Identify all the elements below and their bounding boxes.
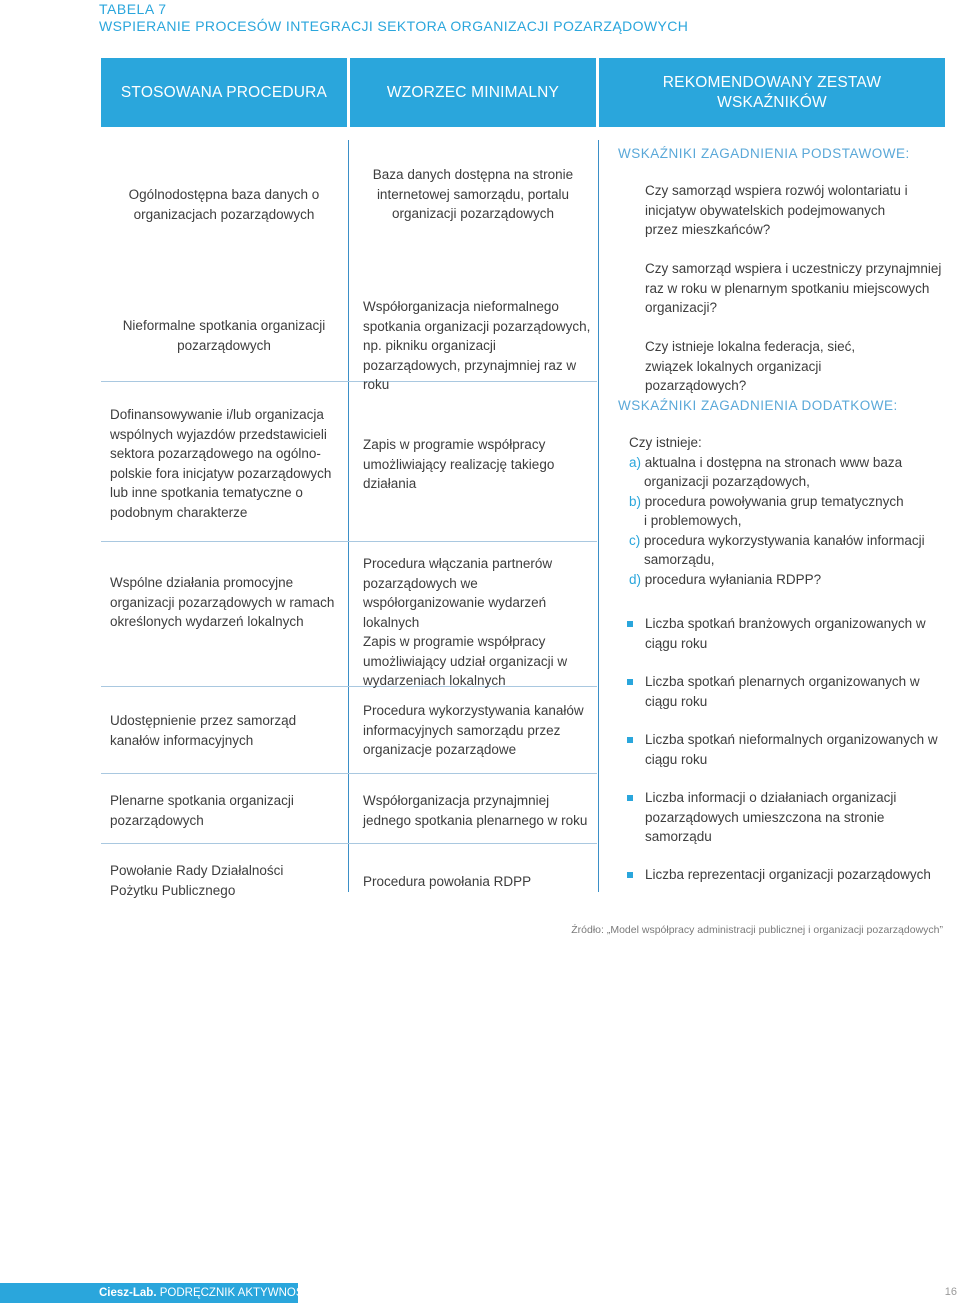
bullet-icon bbox=[627, 872, 633, 878]
procedure-cell: Powołanie Rady Działalności Pożytku Publicznego bbox=[110, 863, 284, 898]
standard-line: Zapis w programie współpracy umożliwiający udział organizacji w wydarzeniach lokalnych bbox=[363, 634, 568, 688]
header-indicators: REKOMENDOWANY ZESTAW WSKAŹNIKÓW bbox=[599, 58, 945, 127]
standard-cell: Procedura wykorzystywania kanałów informacyjnych samorządu przez organizacje pozarządowe bbox=[363, 703, 584, 757]
exists-item-cont: organizacji pozarządowych, bbox=[644, 474, 810, 489]
procedure-cell: Plenarne spotkania organizacji pozarządowych bbox=[110, 793, 294, 828]
indicator-bullet: Liczba spotkań branżowych organizowanych w ciągu roku bbox=[627, 614, 952, 653]
column-divider bbox=[348, 140, 349, 892]
bullet-icon bbox=[627, 621, 633, 627]
exists-item: a) aktualna i dostępna na stronach www baza bbox=[629, 454, 903, 470]
procedure-cell: Wspólne działania promocyjne organizacji pozarządowych w ramach określonych wydarzeń lokalnych bbox=[110, 575, 335, 629]
standard-cell: Baza danych dostępna na stronie internetowej samorządu, portalu organizacji pozarządowych bbox=[372, 167, 574, 221]
procedure-cell: Ogólnodostępna baza danych o organizacjach pozarządowych bbox=[128, 187, 320, 222]
page-number: 16 bbox=[944, 1286, 957, 1298]
exists-item: c) procedura wykorzystywania kanałów informacji bbox=[629, 532, 925, 548]
standard-line: Procedura włączania partnerów pozarządowych we współorganizowanie wydarzeń lokalnych bbox=[363, 556, 553, 630]
standard-cell: Procedura powołania RDPP bbox=[363, 874, 532, 889]
exists-list bbox=[629, 433, 949, 589]
bullet-icon bbox=[627, 795, 633, 801]
table-title: WSPIERANIE PROCESÓW INTEGRACJI SEKTORA ORGANIZACJI POZARZĄDOWYCH bbox=[99, 18, 689, 34]
table-label: TABELA 7 bbox=[99, 1, 167, 17]
standard-cell: Współorganizacja przynajmniej jednego spotkania plenarnego w roku bbox=[363, 793, 588, 828]
bullet-icon bbox=[627, 737, 633, 743]
procedure-cell: Nieformalne spotkania organizacji pozarządowych bbox=[122, 318, 326, 353]
row-divider bbox=[101, 541, 597, 542]
indicator-question: Czy istnieje lokalna federacja, sieć, związek lokalnych organizacji pozarządowych? bbox=[645, 339, 856, 393]
procedure-cell: Dofinansowywanie i/lub organizacja wspólnych wyjazdów przedstawicieli sektora pozarządowego na ogólno-polskie fora inicjatyw pozarządowych lub inne spotkania tematyczne o podobnym charakterze bbox=[110, 407, 332, 520]
standard-cell bbox=[363, 554, 597, 691]
basic-indicators-heading: WSKAŹNIKI ZAGADNIENIA PODSTAWOWE: bbox=[618, 146, 910, 161]
row-divider bbox=[101, 843, 597, 844]
source-note: Źródło: „Model współpracy administracji publicznej i organizacji pozarządowych” bbox=[571, 924, 943, 936]
column-divider bbox=[598, 140, 599, 892]
exists-item-cont: samorządu, bbox=[644, 552, 715, 567]
indicator-question: Czy samorząd wspiera rozwój wolontariatu i inicjatyw obywatelskich podejmowanych przez mieszkańców? bbox=[645, 183, 908, 237]
bullet-icon bbox=[627, 679, 633, 685]
exists-label: Czy istnieje: bbox=[629, 435, 702, 450]
indicator-bullet: Liczba spotkań plenarnych organizowanych w ciągu roku bbox=[627, 672, 952, 711]
header-standard: WZORZEC MINIMALNY bbox=[350, 58, 596, 127]
footer-title: Ciesz-Lab. PODRĘCZNIK AKTYWNOŚCI bbox=[99, 1287, 315, 1299]
additional-indicators-heading: WSKAŹNIKI ZAGADNIENIA DODATKOWE: bbox=[618, 398, 898, 413]
exists-item: d) procedura wyłaniania RDPP? bbox=[629, 571, 822, 587]
standard-cell: Współorganizacja nieformalnego spotkania organizacji pozarządowych, np. pikniku organizacji pozarządowych, przynajmniej raz w roku bbox=[363, 299, 591, 392]
exists-item-cont: i problemowych, bbox=[644, 513, 742, 528]
indicator-bullet: Liczba informacji o działaniach organizacji pozarządowych umieszczona na stronie samorządu bbox=[627, 788, 952, 847]
header-procedure: STOSOWANA PROCEDURA bbox=[101, 58, 347, 127]
standard-cell: Zapis w programie współpracy umożliwiający realizację takiego działania bbox=[363, 437, 555, 491]
indicator-bullet: Liczba spotkań nieformalnych organizowanych w ciągu roku bbox=[627, 730, 952, 769]
exists-item: b) procedura powoływania grup tematycznych bbox=[629, 493, 904, 509]
indicator-question: Czy samorząd wspiera i uczestniczy przynajmniej raz w roku w plenarnym spotkaniu miejscowych organizacji? bbox=[645, 261, 942, 315]
row-divider bbox=[101, 773, 597, 774]
procedure-cell: Udostępnienie przez samorząd kanałów informacyjnych bbox=[110, 713, 297, 748]
indicator-bullet: Liczba reprezentacji organizacji pozarządowych bbox=[627, 865, 952, 885]
